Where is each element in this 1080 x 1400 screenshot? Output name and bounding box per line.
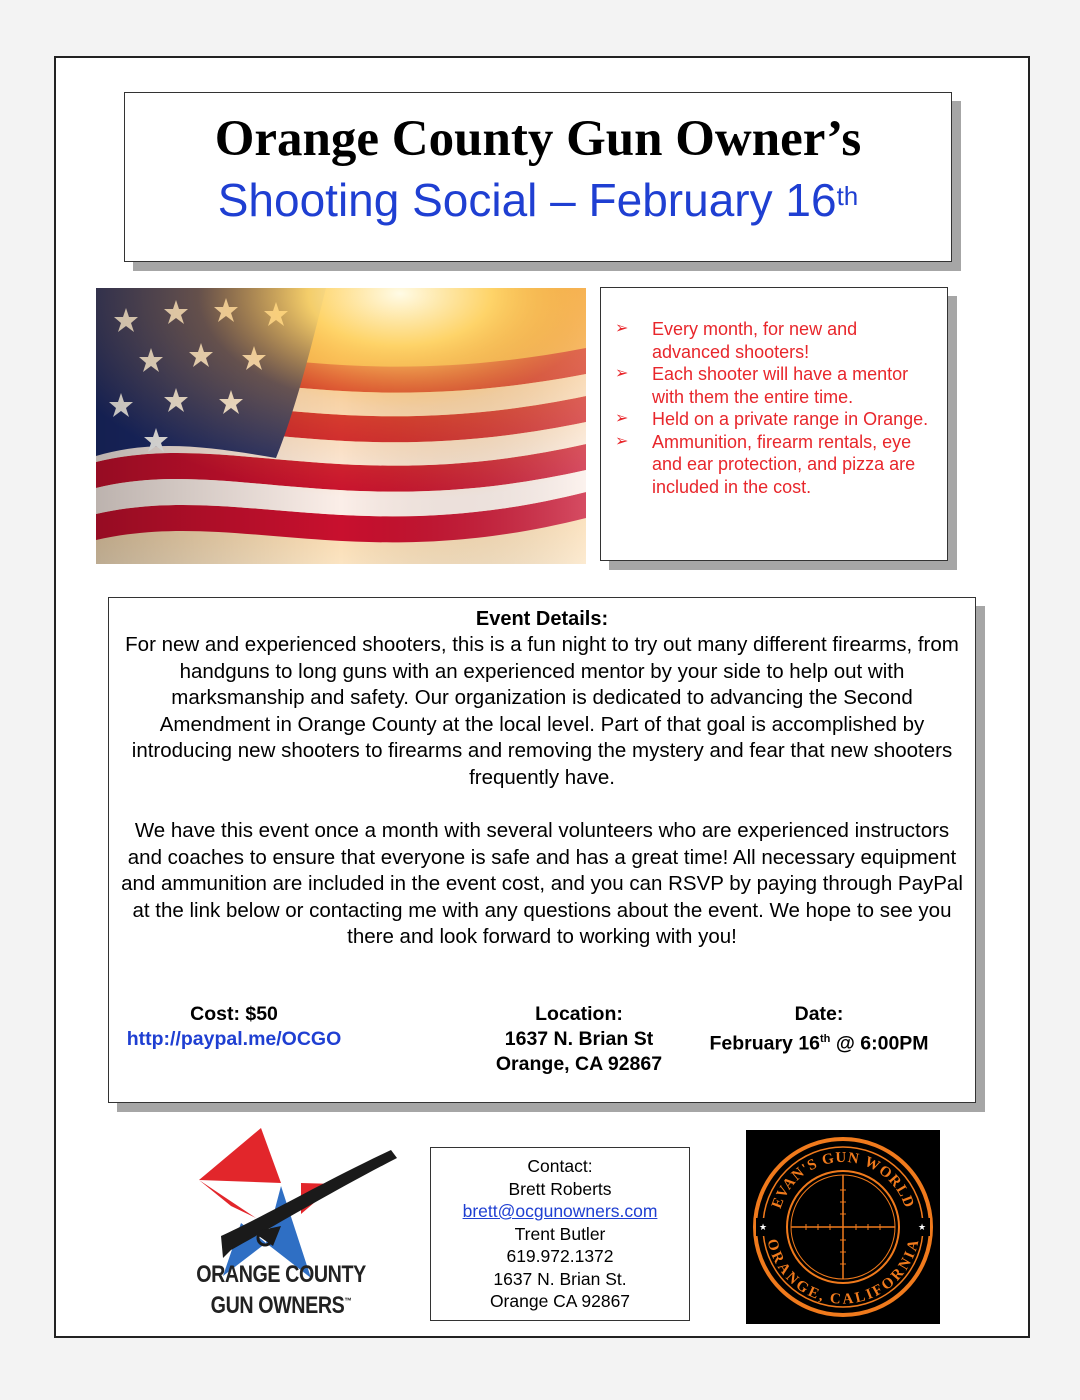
evans-gun-world-badge-icon: [746, 1130, 940, 1324]
date-info: [689, 1002, 949, 1057]
ocgo-logo-line-1: ORANGE COUNTY: [196, 1261, 366, 1288]
flag-picture: [96, 288, 586, 564]
evans-gun-world-logo: [746, 1130, 940, 1324]
flyer-page: [54, 56, 1030, 1338]
ocgo-logo-tm: ™: [344, 1296, 352, 1306]
ocgo-logo: [161, 1128, 401, 1318]
date-ordinal: th: [820, 1033, 831, 1045]
arrow-bullet-icon: ➢: [615, 365, 629, 382]
ocgo-logo-line-2: [183, 1288, 380, 1319]
american-flag-image: [96, 288, 586, 564]
highlights-box: [600, 287, 948, 561]
event-details-paragraph-2: We have this event once a month with several volunteers who are experienced instructors and coaches to ensure that everyone is safe and has a great time! All necessary equipment and ammunition are included in the event cost, and you can RSVP by paying through PayPal at the link below or contacting me with any questions about the event. We hope to see you there and look forward to working with you!: [121, 819, 963, 948]
highlight-text: Every month, for new and advanced shooters!: [652, 319, 858, 362]
event-details-heading: Event Details:: [475, 608, 609, 630]
highlight-text: Each shooter will have a mentor with them the entire time.: [652, 364, 909, 407]
location-label: Location:: [535, 1003, 623, 1025]
contact-address-1: 1637 N. Brian St.: [493, 1268, 627, 1289]
list-item: [615, 431, 937, 499]
ocgo-logo-line-2-text: GUN OWNERS: [210, 1292, 345, 1319]
arrow-bullet-icon: ➢: [615, 410, 629, 427]
contact-email-link[interactable]: brett@ocgunowners.com: [462, 1201, 658, 1221]
arrow-bullet-icon: ➢: [615, 320, 629, 337]
contact-name-2: Trent Butler: [514, 1223, 606, 1244]
highlight-text: Ammunition, firearm rentals, eye and ear protection, and pizza are included in the cost.: [652, 431, 916, 497]
list-item: [615, 363, 937, 408]
contact-address-2: Orange CA 92867: [489, 1291, 631, 1311]
contact-name-1: Brett Roberts: [508, 1178, 612, 1199]
list-item: [615, 408, 937, 431]
contact-phone: 619.972.1372: [506, 1246, 614, 1266]
subtitle-ordinal: th: [836, 181, 859, 211]
egw-bottom-textpath: ORANGE, CALIFORNIA: [763, 1237, 923, 1308]
egw-star-left: ★: [759, 1222, 768, 1232]
arrow-bullet-icon: ➢: [615, 432, 629, 450]
highlight-text: Held on a private range in Orange.: [652, 409, 929, 429]
flyer-subtitle: [125, 172, 951, 228]
title-box: [124, 92, 952, 262]
contact-box: [430, 1147, 690, 1321]
location-city: Orange, CA 92867: [495, 1053, 663, 1075]
date-label: Date:: [794, 1003, 844, 1025]
event-details-paragraph-1: For new and experienced shooters, this is a fun night to try out many different firearms, from handguns to long guns with an experienced mentor by your side to help out with marksmanship and safety. Our organization is dedicated to advancing the Second Amendment in Orange County at the local level. Part of that goal is accomplished by introducing new shooters to firearms and removing the mystery and fear that new shooters frequently have.: [125, 633, 959, 789]
highlights-list: [615, 318, 937, 498]
egw-top-textpath: EVAN'S GUN WORLD: [768, 1149, 918, 1211]
list-item: [615, 318, 937, 363]
location-street: 1637 N. Brian St: [504, 1028, 654, 1050]
subtitle-text: Shooting Social – February 16: [217, 174, 837, 226]
contact-label: Contact:: [527, 1156, 593, 1176]
date-value: [689, 1027, 949, 1057]
paypal-link[interactable]: http://paypal.me/OCGO: [126, 1028, 342, 1050]
location-info: [474, 1002, 684, 1077]
flyer-title: Orange County Gun Owner’s: [214, 111, 862, 167]
cost-label: Cost: $50: [190, 1003, 278, 1025]
cost-info: [119, 1002, 349, 1052]
date-day: February 16: [709, 1032, 821, 1055]
ocgo-logo-text: [183, 1262, 380, 1319]
event-details-box: [108, 597, 976, 1103]
egw-star-right: ★: [918, 1222, 927, 1232]
date-time: @ 6:00PM: [830, 1032, 929, 1055]
